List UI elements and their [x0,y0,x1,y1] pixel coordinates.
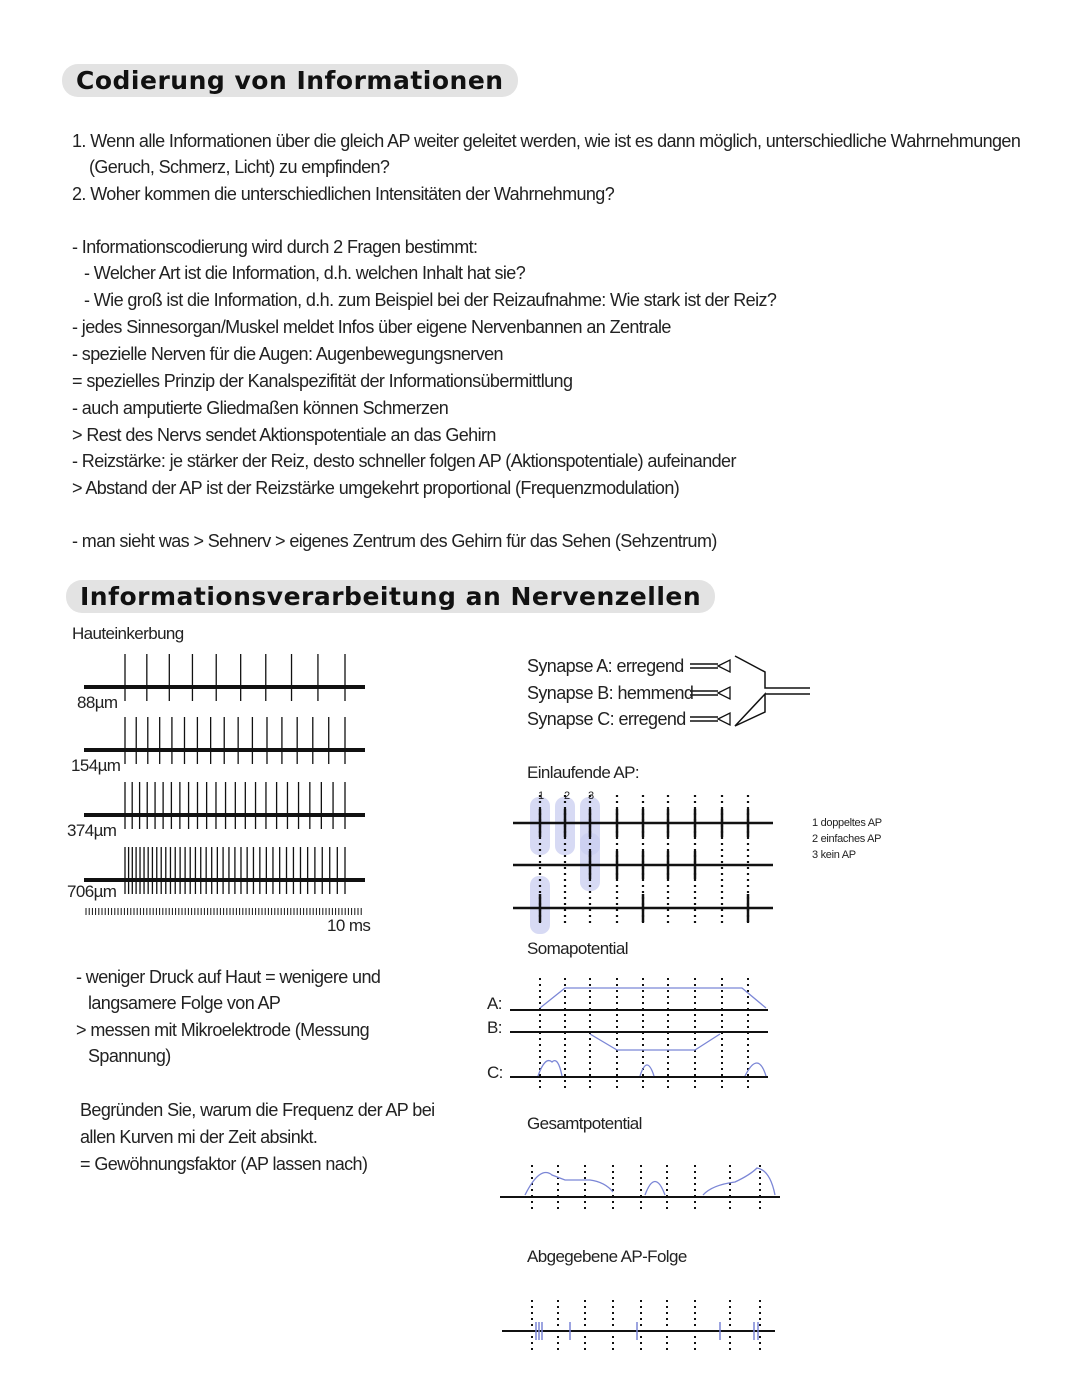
left-note: - weniger Druck auf Haut = wenigere und [76,967,381,987]
note: - Reizstärke: je stärker der Reiz, desto schneller folgen AP (Aktionspotentiale) aufeinander [72,451,736,471]
legend-item: 3 kein AP [812,849,856,861]
column-number: 1 [538,790,544,802]
output-heading: Abgegebene AP-Folge [527,1247,687,1266]
total-potential-curve [525,1168,775,1195]
note: - Informationscodierung wird durch 2 Fragen bestimmt: [72,237,478,257]
trace-label: 88µm [77,693,118,712]
note: - jedes Sinnesorgan/Muskel meldet Infos über eigene Nervenbannen an Zentrale [72,317,671,337]
left-answer: = Gewöhnungsfaktor (AP lassen nach) [80,1154,368,1174]
trace-label: 374µm [67,821,117,840]
note: - Wie groß ist die Information, d.h. zum Beispiel bei der Reizaufnahme: Wie stark ist der Reiz? [84,290,777,310]
scale-label: 10 ms [327,916,371,935]
legend-item: 1 doppeltes AP [812,817,882,829]
neuron-soma-icon [735,656,810,726]
soma-curve-c [538,1061,766,1076]
trace-label: 154µm [71,756,121,775]
left-note: langsamere Folge von AP [88,993,281,1013]
question-1-cont: (Geruch, Schmerz, Licht) zu empfinden? [89,157,390,177]
trace-label: 706µm [67,882,117,901]
note: = spezielles Prinzip der Kanalspezifität der Informationsübermittlung [72,371,573,391]
legend-item: 2 einfaches AP [812,833,882,845]
column-number: 2 [564,790,570,802]
soma-heading: Somapotential [527,939,628,958]
left-note: Spannung) [88,1046,171,1066]
left-question: Begründen Sie, warum die Frequenz der AP bei [80,1100,435,1120]
note: > Abstand der AP ist der Reizstärke umgekehrt proportional (Frequenzmodulation) [72,478,680,498]
soma-curve-a [540,988,766,1008]
note: - Welcher Art ist die Information, d.h. welchen Inhalt hat sie? [84,263,526,283]
soma-curve-b [590,1034,720,1050]
synapse-label: Synapse B: hemmend [527,683,694,703]
soma-label: A: [487,994,502,1013]
question-2: 2. Woher kommen die unterschiedlichen Intensitäten der Wahrnehmung? [72,184,615,204]
synapse-terminal-icon [718,687,730,699]
left-note: > messen mit Mikroelektrode (Messung [76,1020,370,1040]
note: - man sieht was > Sehnerv > eigenes Zentrum des Gehirn für das Sehen (Sehzentrum) [72,531,717,551]
synapse-terminal-icon [718,660,730,672]
section-title-informationsverarbeitung: Informationsverarbeitung an Nervenzellen [66,580,715,613]
total-heading: Gesamtpotential [527,1114,642,1133]
left-question: allen Kurven mi der Zeit absinkt. [80,1127,318,1147]
column-number: 3 [588,790,594,802]
soma-label: B: [487,1018,502,1037]
note: - auch amputierte Gliedmaßen können Schmerzen [72,398,449,418]
note: - spezielle Nerven für die Augen: Augenbewegungsnerven [72,344,503,364]
section-title-codierung: Codierung von Informationen [62,64,518,97]
synapse-terminal-icon [718,713,730,725]
note: > Rest des Nervs sendet Aktionspotentiale an das Gehirn [72,425,496,445]
hauteinkerbung-heading: Hauteinkerbung [72,624,184,643]
question-1: 1. Wenn alle Informationen über die gleich AP weiter geleitet werden, wie ist es dann möglich, unterschiedliche Wahrnehmungen [72,131,1021,151]
incoming-heading: Einlaufende AP: [527,763,639,782]
synapse-label: Synapse C: erregend [527,709,686,729]
soma-label: C: [487,1063,503,1082]
synapse-label: Synapse A: erregend [527,656,684,676]
